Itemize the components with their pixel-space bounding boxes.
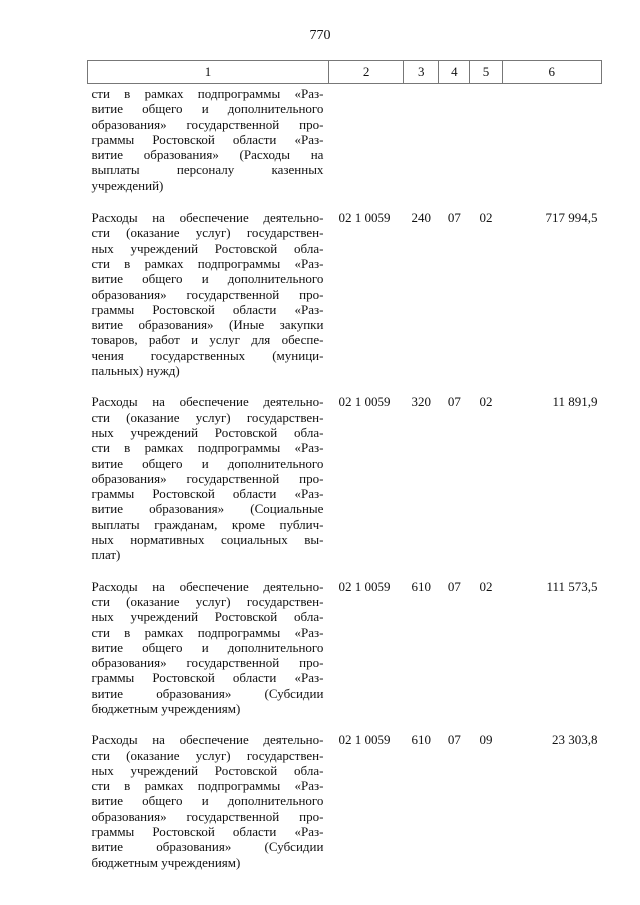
description-line: витие образования» (Иные закупки bbox=[91, 317, 324, 333]
description-line: ных учреждений Ростовской обла- bbox=[91, 424, 324, 440]
description-line: бюджетным учреждениям) bbox=[91, 700, 241, 716]
row-subsection: 02 bbox=[479, 578, 493, 594]
header-col-1: 1 bbox=[88, 61, 329, 84]
description-line: граммы Ростовской области «Раз- bbox=[91, 670, 324, 686]
description-line: витие образования» (Социальные bbox=[91, 501, 324, 517]
description-line: образования» государственной про- bbox=[91, 470, 324, 486]
header-col-3: 3 bbox=[404, 61, 439, 84]
row-subsection: 02 bbox=[479, 210, 493, 226]
row-target-code bbox=[328, 84, 403, 211]
description-line: граммы Ростовской области «Раз- bbox=[91, 301, 324, 317]
description-line: граммы Ростовской области «Раз- bbox=[91, 824, 324, 840]
table-row bbox=[88, 210, 602, 394]
description-line: витие образования» (Субсидии bbox=[91, 839, 324, 855]
row-description bbox=[88, 84, 329, 211]
row-expense-type: 610 bbox=[411, 732, 432, 748]
row-section bbox=[439, 84, 470, 211]
budget-table bbox=[87, 60, 602, 886]
header-col-6: 6 bbox=[502, 61, 601, 84]
description-line: витие общего и дополнительного bbox=[91, 455, 324, 471]
description-line: витие образования» (Расходы на bbox=[91, 147, 324, 163]
description-line: сти (оказание услуг) государствен- bbox=[91, 593, 324, 609]
description-line: сти в рамках подпрограммы «Раз- bbox=[91, 255, 324, 271]
description-line: ных учреждений Ростовской обла- bbox=[91, 240, 324, 256]
page-number: 770 bbox=[309, 28, 331, 43]
description-line: образования» государственной про- bbox=[91, 286, 324, 302]
description-line: образования» государственной про- bbox=[91, 808, 324, 824]
description-line: Расходы на обеспечение деятельно- bbox=[91, 210, 324, 226]
description-line: Расходы на обеспечение деятельно- bbox=[91, 394, 324, 410]
row-target-code: 02 1 0059 bbox=[338, 578, 391, 594]
row-description bbox=[88, 210, 329, 394]
row-subsection: 02 bbox=[479, 394, 493, 410]
description-line: учреждений) bbox=[91, 177, 164, 193]
row-target-code: 02 1 0059 bbox=[338, 394, 391, 410]
row-subsection: 09 bbox=[479, 732, 493, 748]
row-expense-type bbox=[404, 84, 439, 211]
description-line: товаров, работ и услуг для обеспе- bbox=[91, 332, 324, 348]
table-row bbox=[88, 394, 602, 578]
description-line: витие общего и дополнительного bbox=[91, 101, 324, 117]
row-target-code: 02 1 0059 bbox=[338, 210, 391, 226]
description-line: выплаты персоналу казенных bbox=[91, 162, 324, 178]
description-line: образования» государственной про- bbox=[91, 116, 324, 132]
header-col-5: 5 bbox=[470, 61, 502, 84]
description-line: Расходы на обеспечение деятельно- bbox=[91, 732, 324, 748]
row-target-code: 02 1 0059 bbox=[338, 732, 391, 748]
table-header-row bbox=[88, 61, 602, 84]
header-col-4: 4 bbox=[439, 61, 470, 84]
description-line: граммы Ростовской области «Раз- bbox=[91, 131, 324, 147]
description-line: чения государственных (муници- bbox=[91, 347, 324, 363]
row-section: 07 bbox=[447, 732, 461, 748]
row-description bbox=[88, 394, 329, 578]
description-line: выплаты гражданам, кроме публич- bbox=[91, 516, 324, 532]
row-amount: 717 994,5 bbox=[545, 210, 598, 226]
description-line: образования» государственной про- bbox=[91, 655, 324, 671]
description-line: плат) bbox=[91, 547, 121, 563]
row-section: 07 bbox=[447, 394, 461, 410]
row-subsection bbox=[470, 84, 502, 211]
description-line: ных учреждений Ростовской обла- bbox=[91, 762, 324, 778]
description-line: витие образования» (Субсидии bbox=[91, 685, 324, 701]
row-section: 07 bbox=[447, 210, 461, 226]
description-line: сти в рамках подпрограммы «Раз- bbox=[91, 86, 324, 101]
table-row bbox=[88, 579, 602, 733]
description-line: ных нормативных социальных вы- bbox=[91, 532, 324, 548]
row-expense-type: 240 bbox=[411, 210, 432, 226]
description-line: Расходы на обеспечение деятельно- bbox=[91, 578, 324, 594]
description-line: сти (оказание услуг) государствен- bbox=[91, 747, 324, 763]
description-line: витие общего и дополнительного bbox=[91, 793, 324, 809]
description-line: пальных) нужд) bbox=[91, 363, 180, 379]
description-line: сти (оказание услуг) государствен- bbox=[91, 409, 324, 425]
row-section: 07 bbox=[447, 578, 461, 594]
description-line: бюджетным учреждениям) bbox=[91, 854, 241, 870]
description-line: витие общего и дополнительного bbox=[91, 271, 324, 287]
description-line: витие общего и дополнительного bbox=[91, 639, 324, 655]
table-row bbox=[88, 84, 602, 211]
row-amount bbox=[502, 84, 601, 211]
row-amount: 23 303,8 bbox=[552, 732, 598, 748]
header-col-2: 2 bbox=[328, 61, 403, 84]
table-body bbox=[88, 84, 602, 886]
description-line: сти (оказание услуг) государствен- bbox=[91, 225, 324, 241]
description-line: сти в рамках подпрограммы «Раз- bbox=[91, 624, 324, 640]
row-expense-type: 610 bbox=[411, 578, 432, 594]
row-amount: 111 573,5 bbox=[546, 578, 598, 594]
description-line: ных учреждений Ростовской обла- bbox=[91, 609, 324, 625]
description-line: граммы Ростовской области «Раз- bbox=[91, 486, 324, 502]
table-row bbox=[88, 732, 602, 886]
description-line: сти в рамках подпрограммы «Раз- bbox=[91, 778, 324, 794]
row-expense-type: 320 bbox=[411, 394, 432, 410]
row-description bbox=[88, 579, 329, 733]
description-line: сти в рамках подпрограммы «Раз- bbox=[91, 440, 324, 456]
row-description bbox=[88, 732, 329, 886]
row-amount: 11 891,9 bbox=[552, 394, 598, 410]
